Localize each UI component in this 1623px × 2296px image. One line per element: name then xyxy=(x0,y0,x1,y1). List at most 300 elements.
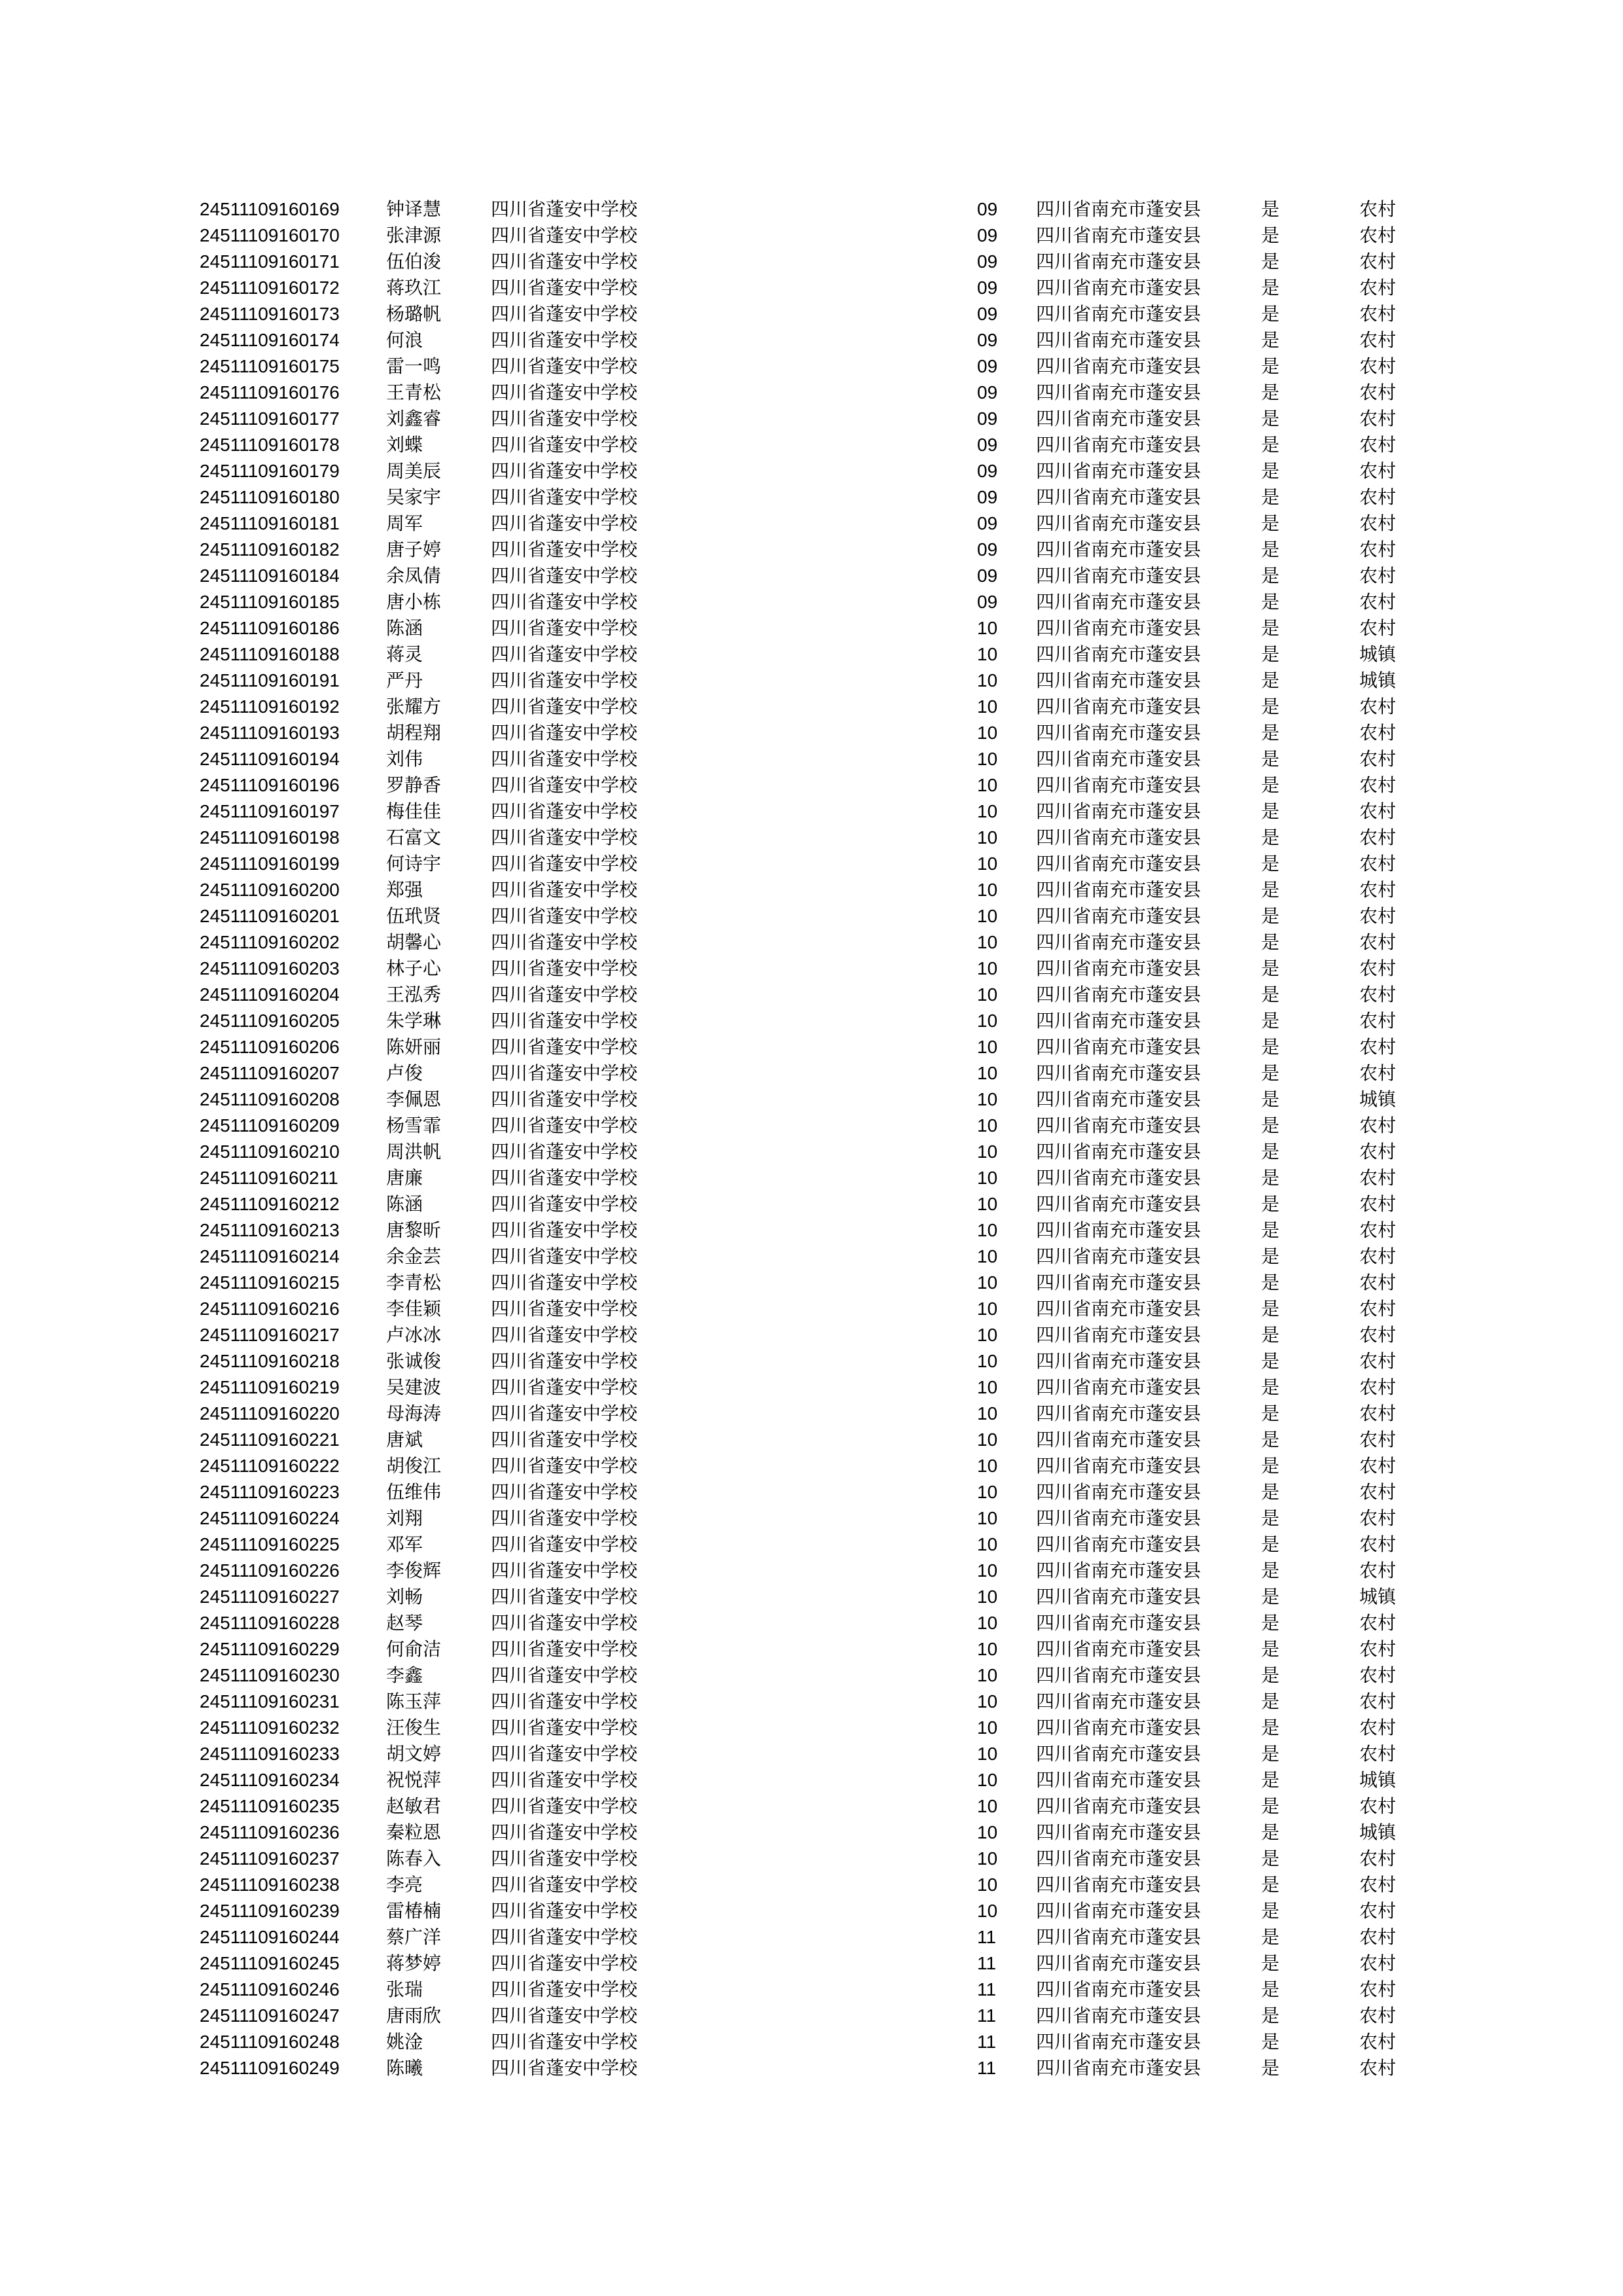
grade-code: 11 xyxy=(977,1979,997,2000)
grade-code: 10 xyxy=(977,958,998,978)
school-name: 四川省蓬安中学校 xyxy=(491,565,638,586)
residence-type: 农村 xyxy=(1359,1141,1397,1162)
table-row xyxy=(0,1950,1623,1977)
grade-code: 10 xyxy=(977,853,998,874)
student-id: 24511109160185 xyxy=(200,592,340,612)
student-id: 24511109160239 xyxy=(200,1901,340,1921)
school-name: 四川省蓬安中学校 xyxy=(491,512,638,534)
student-name: 吴家宇 xyxy=(386,486,442,508)
grade-code: 10 xyxy=(977,1482,998,1502)
student-name: 邓军 xyxy=(386,1534,423,1555)
grade-code: 09 xyxy=(977,461,998,481)
region-name: 四川省南充市蓬安县 xyxy=(1036,1376,1202,1398)
student-name: 伍维伟 xyxy=(386,1481,442,1503)
school-name: 四川省蓬安中学校 xyxy=(491,800,638,822)
status-flag: 是 xyxy=(1261,1874,1280,1895)
student-name: 蔡广洋 xyxy=(386,1926,442,1948)
residence-type: 农村 xyxy=(1359,1193,1397,1215)
region-name: 四川省南充市蓬安县 xyxy=(1036,1324,1202,1346)
grade-code: 10 xyxy=(977,1456,998,1476)
school-name: 四川省蓬安中学校 xyxy=(491,1900,638,1922)
table-row xyxy=(0,1086,1623,1113)
student-name: 陈涵 xyxy=(386,1193,423,1215)
status-flag: 是 xyxy=(1261,1638,1280,1660)
school-name: 四川省蓬安中学校 xyxy=(491,617,638,639)
table-row xyxy=(0,2003,1623,2029)
grade-code: 10 xyxy=(977,1429,998,1450)
table-row xyxy=(0,1270,1623,1296)
student-id: 24511109160194 xyxy=(200,749,340,769)
grade-code: 10 xyxy=(977,1325,998,1345)
status-flag: 是 xyxy=(1261,591,1280,613)
grade-code: 09 xyxy=(977,330,998,350)
grade-code: 10 xyxy=(977,1037,998,1057)
school-name: 四川省蓬安中学校 xyxy=(491,1246,638,1267)
status-flag: 是 xyxy=(1261,800,1280,822)
school-name: 四川省蓬安中学校 xyxy=(491,1036,638,1058)
region-name: 四川省南充市蓬安县 xyxy=(1036,382,1202,403)
status-flag: 是 xyxy=(1261,1167,1280,1189)
residence-type: 城镇 xyxy=(1359,643,1397,665)
table-row xyxy=(0,196,1623,223)
student-id: 24511109160206 xyxy=(200,1037,340,1057)
status-flag: 是 xyxy=(1261,1481,1280,1503)
table-row xyxy=(0,275,1623,301)
student-id: 24511109160229 xyxy=(200,1639,340,1659)
residence-type: 农村 xyxy=(1359,984,1397,1005)
grade-code: 10 xyxy=(977,1011,998,1031)
table-row xyxy=(0,1977,1623,2003)
table-row xyxy=(0,1741,1623,1767)
student-name: 周军 xyxy=(386,512,423,534)
region-name: 四川省南充市蓬安县 xyxy=(1036,408,1202,429)
school-name: 四川省蓬安中学校 xyxy=(491,1167,638,1189)
grade-code: 10 xyxy=(977,1822,998,1842)
residence-type: 农村 xyxy=(1359,1272,1397,1293)
table-row xyxy=(0,406,1623,432)
school-name: 四川省蓬安中学校 xyxy=(491,1010,638,1031)
school-name: 四川省蓬安中学校 xyxy=(491,591,638,613)
student-id: 24511109160178 xyxy=(200,435,340,455)
student-id: 24511109160218 xyxy=(200,1351,340,1371)
student-name: 罗静香 xyxy=(386,774,442,796)
status-flag: 是 xyxy=(1261,408,1280,429)
grade-code: 10 xyxy=(977,1534,998,1554)
school-name: 四川省蓬安中学校 xyxy=(491,539,638,560)
residence-type: 城镇 xyxy=(1359,1821,1397,1843)
region-name: 四川省南充市蓬安县 xyxy=(1036,2057,1202,2079)
student-id: 24511109160184 xyxy=(200,565,340,586)
residence-type: 农村 xyxy=(1359,774,1397,796)
region-name: 四川省南充市蓬安县 xyxy=(1036,696,1202,717)
status-flag: 是 xyxy=(1261,565,1280,586)
school-name: 四川省蓬安中学校 xyxy=(491,1586,638,1607)
school-name: 四川省蓬安中学校 xyxy=(491,303,638,325)
status-flag: 是 xyxy=(1261,1324,1280,1346)
region-name: 四川省南充市蓬安县 xyxy=(1036,1874,1202,1895)
grade-code: 10 xyxy=(977,1141,998,1162)
school-name: 四川省蓬安中学校 xyxy=(491,1088,638,1110)
table-row xyxy=(0,1165,1623,1191)
school-name: 四川省蓬安中学校 xyxy=(491,1403,638,1424)
student-id: 24511109160197 xyxy=(200,801,340,821)
table-row xyxy=(0,484,1623,511)
status-flag: 是 xyxy=(1261,696,1280,717)
residence-type: 农村 xyxy=(1359,329,1397,351)
residence-type: 农村 xyxy=(1359,1403,1397,1424)
table-row xyxy=(0,1715,1623,1741)
student-id: 24511109160170 xyxy=(200,225,340,245)
grade-code: 09 xyxy=(977,251,998,272)
status-flag: 是 xyxy=(1261,931,1280,953)
table-row xyxy=(0,1139,1623,1165)
student-id: 24511109160225 xyxy=(200,1534,340,1554)
table-row xyxy=(0,1322,1623,1348)
region-name: 四川省南充市蓬安县 xyxy=(1036,1769,1202,1791)
student-id: 24511109160173 xyxy=(200,304,340,324)
status-flag: 是 xyxy=(1261,1088,1280,1110)
residence-type: 农村 xyxy=(1359,931,1397,953)
table-row xyxy=(0,641,1623,668)
residence-type: 农村 xyxy=(1359,224,1397,246)
school-name: 四川省蓬安中学校 xyxy=(491,2057,638,2079)
school-name: 四川省蓬安中学校 xyxy=(491,1795,638,1817)
grade-code: 10 xyxy=(977,775,998,795)
region-name: 四川省南充市蓬安县 xyxy=(1036,1664,1202,1686)
student-id: 24511109160186 xyxy=(200,618,340,638)
residence-type: 农村 xyxy=(1359,1534,1397,1555)
student-name: 钟译慧 xyxy=(386,198,442,220)
status-flag: 是 xyxy=(1261,434,1280,456)
school-name: 四川省蓬安中学校 xyxy=(491,1743,638,1765)
table-row xyxy=(0,458,1623,484)
residence-type: 城镇 xyxy=(1359,1769,1397,1791)
student-id: 24511109160216 xyxy=(200,1299,340,1319)
student-name: 何俞洁 xyxy=(386,1638,442,1660)
grade-code: 09 xyxy=(977,408,998,429)
region-name: 四川省南充市蓬安县 xyxy=(1036,1246,1202,1267)
residence-type: 农村 xyxy=(1359,1036,1397,1058)
region-name: 四川省南充市蓬安县 xyxy=(1036,1167,1202,1189)
residence-type: 农村 xyxy=(1359,1115,1397,1136)
school-name: 四川省蓬安中学校 xyxy=(491,1455,638,1477)
residence-type: 农村 xyxy=(1359,1952,1397,1974)
region-name: 四川省南充市蓬安县 xyxy=(1036,722,1202,744)
student-name: 陈曦 xyxy=(386,2057,423,2079)
region-name: 四川省南充市蓬安县 xyxy=(1036,460,1202,482)
student-name: 祝悦萍 xyxy=(386,1769,442,1791)
region-name: 四川省南充市蓬安县 xyxy=(1036,1429,1202,1450)
status-flag: 是 xyxy=(1261,1350,1280,1372)
residence-type: 农村 xyxy=(1359,565,1397,586)
region-name: 四川省南充市蓬安县 xyxy=(1036,905,1202,927)
region-name: 四川省南充市蓬安县 xyxy=(1036,198,1202,220)
student-name: 母海涛 xyxy=(386,1403,442,1424)
student-id: 24511109160202 xyxy=(200,932,340,952)
residence-type: 农村 xyxy=(1359,1795,1397,1817)
school-name: 四川省蓬安中学校 xyxy=(491,1560,638,1581)
grade-code: 10 xyxy=(977,1299,998,1319)
student-name: 汪俊生 xyxy=(386,1717,442,1738)
status-flag: 是 xyxy=(1261,1926,1280,1948)
region-name: 四川省南充市蓬安县 xyxy=(1036,1586,1202,1607)
school-name: 四川省蓬安中学校 xyxy=(491,277,638,298)
table-row xyxy=(0,1453,1623,1479)
school-name: 四川省蓬安中学校 xyxy=(491,1952,638,1974)
status-flag: 是 xyxy=(1261,329,1280,351)
student-name: 唐子婷 xyxy=(386,539,442,560)
student-id: 24511109160215 xyxy=(200,1272,340,1293)
status-flag: 是 xyxy=(1261,879,1280,901)
school-name: 四川省蓬安中学校 xyxy=(491,460,638,482)
grade-code: 10 xyxy=(977,1587,998,1607)
table-row xyxy=(0,327,1623,353)
table-row xyxy=(0,1584,1623,1610)
region-name: 四川省南充市蓬安县 xyxy=(1036,748,1202,770)
grade-code: 09 xyxy=(977,304,998,324)
school-name: 四川省蓬安中学校 xyxy=(491,251,638,272)
table-row xyxy=(0,982,1623,1008)
student-name: 陈涵 xyxy=(386,617,423,639)
school-name: 四川省蓬安中学校 xyxy=(491,1769,638,1791)
school-name: 四川省蓬安中学校 xyxy=(491,931,638,953)
residence-type: 农村 xyxy=(1359,512,1397,534)
student-id: 24511109160208 xyxy=(200,1089,340,1109)
student-name: 赵琴 xyxy=(386,1612,423,1634)
status-flag: 是 xyxy=(1261,1115,1280,1136)
table-row xyxy=(0,929,1623,956)
student-name: 吴建波 xyxy=(386,1376,442,1398)
region-name: 四川省南充市蓬安县 xyxy=(1036,853,1202,874)
grade-code: 10 xyxy=(977,906,998,926)
table-row xyxy=(0,1060,1623,1086)
status-flag: 是 xyxy=(1261,670,1280,691)
student-id: 24511109160231 xyxy=(200,1691,340,1712)
school-name: 四川省蓬安中学校 xyxy=(491,984,638,1005)
table-row xyxy=(0,1636,1623,1662)
grade-code: 10 xyxy=(977,1220,998,1240)
student-name: 刘蝶 xyxy=(386,434,423,456)
student-name: 何浪 xyxy=(386,329,423,351)
student-name: 唐黎昕 xyxy=(386,1219,442,1241)
student-name: 胡俊江 xyxy=(386,1455,442,1477)
residence-type: 农村 xyxy=(1359,1429,1397,1450)
grade-code: 10 xyxy=(977,670,998,691)
student-name: 刘伟 xyxy=(386,748,423,770)
residence-type: 农村 xyxy=(1359,2031,1397,2053)
student-name: 胡文婷 xyxy=(386,1743,442,1765)
student-id: 24511109160176 xyxy=(200,382,340,403)
school-name: 四川省蓬安中学校 xyxy=(491,1193,638,1215)
student-name: 刘鑫睿 xyxy=(386,408,442,429)
grade-code: 10 xyxy=(977,1744,998,1764)
region-name: 四川省南充市蓬安县 xyxy=(1036,355,1202,377)
student-id: 24511109160201 xyxy=(200,906,340,926)
grade-code: 10 xyxy=(977,723,998,743)
school-name: 四川省蓬安中学校 xyxy=(491,1848,638,1869)
grade-code: 09 xyxy=(977,225,998,245)
table-row xyxy=(0,1034,1623,1060)
status-flag: 是 xyxy=(1261,224,1280,246)
table-row xyxy=(0,1610,1623,1636)
region-name: 四川省南充市蓬安县 xyxy=(1036,1219,1202,1241)
status-flag: 是 xyxy=(1261,1141,1280,1162)
student-id: 24511109160232 xyxy=(200,1717,340,1738)
region-name: 四川省南充市蓬安县 xyxy=(1036,1612,1202,1634)
status-flag: 是 xyxy=(1261,1272,1280,1293)
residence-type: 农村 xyxy=(1359,460,1397,482)
region-name: 四川省南充市蓬安县 xyxy=(1036,539,1202,560)
student-name: 李鑫 xyxy=(386,1664,423,1686)
school-name: 四川省蓬安中学校 xyxy=(491,1926,638,1948)
residence-type: 农村 xyxy=(1359,1848,1397,1869)
table-row xyxy=(0,1793,1623,1820)
student-id: 24511109160199 xyxy=(200,853,340,874)
region-name: 四川省南充市蓬安县 xyxy=(1036,1455,1202,1477)
table-row xyxy=(0,851,1623,877)
school-name: 四川省蓬安中学校 xyxy=(491,382,638,403)
grade-code: 10 xyxy=(977,1560,998,1581)
school-name: 四川省蓬安中学校 xyxy=(491,1219,638,1241)
residence-type: 农村 xyxy=(1359,1926,1397,1948)
student-id: 24511109160246 xyxy=(200,1979,340,2000)
student-id: 24511109160172 xyxy=(200,278,340,298)
status-flag: 是 xyxy=(1261,355,1280,377)
student-id: 24511109160169 xyxy=(200,199,340,219)
student-name: 周美辰 xyxy=(386,460,442,482)
student-name: 李佩恩 xyxy=(386,1088,442,1110)
school-name: 四川省蓬安中学校 xyxy=(491,853,638,874)
residence-type: 农村 xyxy=(1359,1376,1397,1398)
table-row xyxy=(0,511,1623,537)
table-row xyxy=(0,249,1623,275)
table-row xyxy=(0,223,1623,249)
grade-code: 11 xyxy=(977,2005,997,2026)
grade-code: 10 xyxy=(977,1403,998,1424)
residence-type: 农村 xyxy=(1359,277,1397,298)
student-id: 24511109160180 xyxy=(200,487,340,507)
grade-code: 09 xyxy=(977,539,998,560)
student-name: 陈玉萍 xyxy=(386,1691,442,1712)
region-name: 四川省南充市蓬安县 xyxy=(1036,1062,1202,1084)
region-name: 四川省南充市蓬安县 xyxy=(1036,617,1202,639)
status-flag: 是 xyxy=(1261,1246,1280,1267)
status-flag: 是 xyxy=(1261,2057,1280,2079)
region-name: 四川省南充市蓬安县 xyxy=(1036,251,1202,272)
region-name: 四川省南充市蓬安县 xyxy=(1036,1821,1202,1843)
school-name: 四川省蓬安中学校 xyxy=(491,1350,638,1372)
grade-code: 11 xyxy=(977,1927,997,1947)
grade-code: 10 xyxy=(977,1848,998,1869)
table-row xyxy=(0,1113,1623,1139)
school-name: 四川省蓬安中学校 xyxy=(491,408,638,429)
student-id: 24511109160226 xyxy=(200,1560,340,1581)
grade-code: 09 xyxy=(977,592,998,612)
grade-code: 10 xyxy=(977,1272,998,1293)
student-name: 余金芸 xyxy=(386,1246,442,1267)
student-id: 24511109160221 xyxy=(200,1429,340,1450)
region-name: 四川省南充市蓬安县 xyxy=(1036,1900,1202,1922)
student-id: 24511109160213 xyxy=(200,1220,340,1240)
region-name: 四川省南充市蓬安县 xyxy=(1036,958,1202,979)
student-name: 石富文 xyxy=(386,827,442,848)
student-name: 唐雨欣 xyxy=(386,2005,442,2026)
region-name: 四川省南充市蓬安县 xyxy=(1036,670,1202,691)
table-row xyxy=(0,1898,1623,1924)
residence-type: 农村 xyxy=(1359,827,1397,848)
grade-code: 10 xyxy=(977,1613,998,1633)
student-id: 24511109160222 xyxy=(200,1456,340,1476)
grade-code: 10 xyxy=(977,1770,998,1790)
grade-code: 09 xyxy=(977,435,998,455)
region-name: 四川省南充市蓬安县 xyxy=(1036,827,1202,848)
residence-type: 农村 xyxy=(1359,539,1397,560)
school-name: 四川省蓬安中学校 xyxy=(491,1821,638,1843)
student-id: 24511109160198 xyxy=(200,827,340,848)
grade-code: 09 xyxy=(977,487,998,507)
region-name: 四川省南充市蓬安县 xyxy=(1036,2031,1202,2053)
student-name: 林子心 xyxy=(386,958,442,979)
student-name: 唐小栋 xyxy=(386,591,442,613)
residence-type: 农村 xyxy=(1359,1664,1397,1686)
table-row xyxy=(0,720,1623,746)
student-id: 24511109160219 xyxy=(200,1377,340,1397)
table-row xyxy=(0,380,1623,406)
table-row xyxy=(0,1872,1623,1898)
school-name: 四川省蓬安中学校 xyxy=(491,1612,638,1634)
table-row xyxy=(0,1662,1623,1689)
student-name: 李青松 xyxy=(386,1272,442,1293)
student-id: 24511109160245 xyxy=(200,1953,340,1973)
table-row xyxy=(0,537,1623,563)
status-flag: 是 xyxy=(1261,1612,1280,1634)
status-flag: 是 xyxy=(1261,1298,1280,1319)
status-flag: 是 xyxy=(1261,1769,1280,1791)
student-id: 24511109160224 xyxy=(200,1508,340,1528)
school-name: 四川省蓬安中学校 xyxy=(491,329,638,351)
school-name: 四川省蓬安中学校 xyxy=(491,1717,638,1738)
residence-type: 农村 xyxy=(1359,198,1397,220)
status-flag: 是 xyxy=(1261,1534,1280,1555)
grade-code: 10 xyxy=(977,1115,998,1136)
student-name: 陈妍丽 xyxy=(386,1036,442,1058)
status-flag: 是 xyxy=(1261,303,1280,325)
status-flag: 是 xyxy=(1261,1691,1280,1712)
status-flag: 是 xyxy=(1261,958,1280,979)
student-name: 伍玳贤 xyxy=(386,905,442,927)
table-row xyxy=(0,1374,1623,1401)
table-row xyxy=(0,1924,1623,1950)
student-id: 24511109160211 xyxy=(200,1168,338,1188)
grade-code: 10 xyxy=(977,1377,998,1397)
status-flag: 是 xyxy=(1261,486,1280,508)
school-name: 四川省蓬安中学校 xyxy=(491,1664,638,1686)
residence-type: 农村 xyxy=(1359,1062,1397,1084)
grade-code: 10 xyxy=(977,1901,998,1921)
table-row xyxy=(0,772,1623,798)
region-name: 四川省南充市蓬安县 xyxy=(1036,2005,1202,2026)
region-name: 四川省南充市蓬安县 xyxy=(1036,774,1202,796)
student-name: 蒋梦婷 xyxy=(386,1952,442,1974)
region-name: 四川省南充市蓬安县 xyxy=(1036,1272,1202,1293)
residence-type: 农村 xyxy=(1359,1717,1397,1738)
table-row xyxy=(0,432,1623,458)
status-flag: 是 xyxy=(1261,722,1280,744)
table-row xyxy=(0,877,1623,903)
residence-type: 农村 xyxy=(1359,303,1397,325)
grade-code: 10 xyxy=(977,1717,998,1738)
table-row xyxy=(0,1244,1623,1270)
